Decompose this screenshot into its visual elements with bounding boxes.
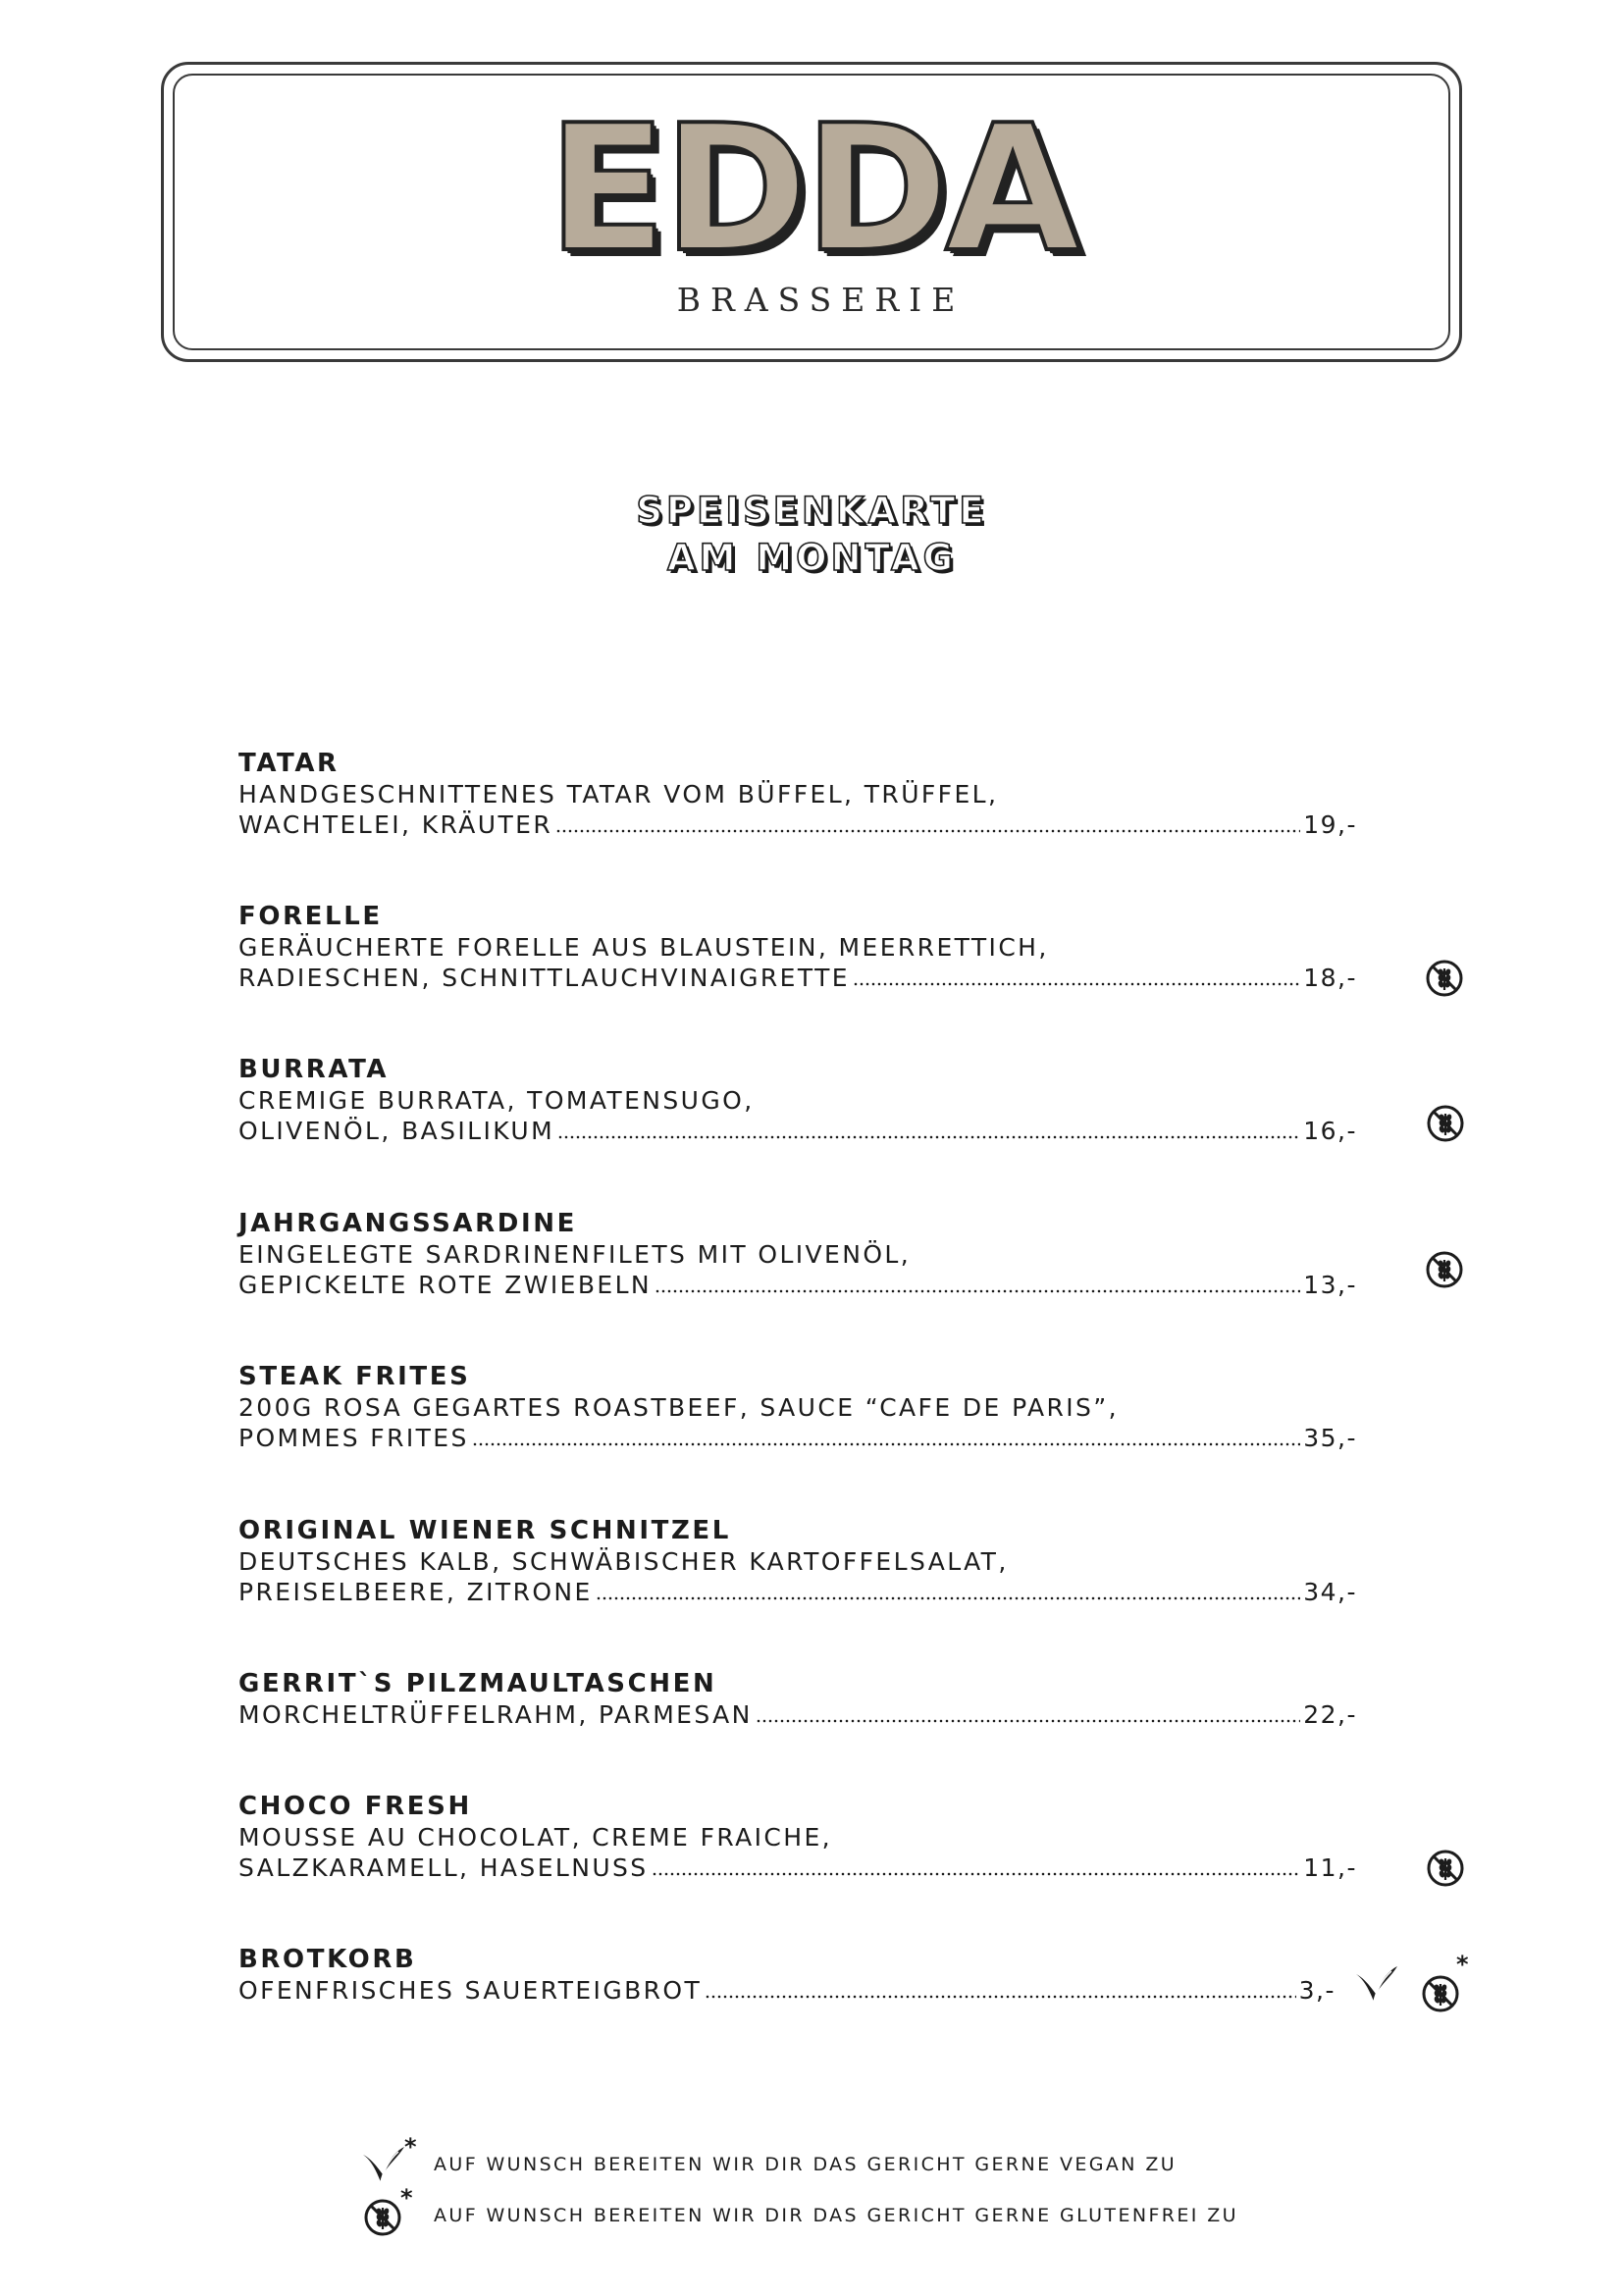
- legend-gluten-free-text: AUF WUNSCH BEREITEN WIR DIR DAS GERICHT GERNE GLUTENFREI ZU: [434, 2205, 1238, 2226]
- item-description-price-line: [238, 1852, 1357, 1883]
- asterisk-mark: *: [1456, 1951, 1469, 1978]
- item-description: GEPICKELTE ROTE ZWIEBELN: [238, 1271, 653, 1299]
- item-name: CHOCO FRESH: [238, 1792, 472, 1821]
- gluten-free-icon: [1425, 1250, 1464, 1289]
- item-price: 18,-: [1303, 964, 1357, 992]
- dot-leader: [853, 982, 1300, 986]
- dot-leader: [756, 1719, 1301, 1723]
- menu-item-tatar: [238, 749, 1475, 840]
- item-price: 16,-: [1303, 1117, 1357, 1145]
- item-name: BURRATA: [238, 1055, 390, 1084]
- dot-leader: [655, 1289, 1300, 1293]
- vegan-leaf-icon: [359, 2143, 408, 2186]
- menu-item-choco-fresh: [238, 1792, 1475, 1883]
- dot-leader: [652, 1872, 1301, 1876]
- item-description: 200G ROSA GEGARTES ROASTBEEF, SAUCE “CAFE DE PARIS”,: [238, 1393, 1119, 1422]
- item-description: EINGELEGTE SARDRINENFILETS MIT OLIVENÖL,: [238, 1240, 912, 1269]
- gluten-free-icon: [363, 2198, 402, 2237]
- item-description-price-line: [238, 1116, 1357, 1146]
- item-description-price-line: [238, 1577, 1357, 1607]
- menu-item-burrata: [238, 1055, 1475, 1146]
- item-description-price-line: [238, 1699, 1357, 1730]
- menu-item-pilzmaultaschen: [238, 1669, 1475, 1730]
- menu-item-brotkorb: [238, 1945, 1475, 2006]
- item-description-price-line: [238, 1423, 1357, 1453]
- menu-title-line-2: AM MONTAG: [667, 537, 957, 579]
- dot-leader: [472, 1442, 1300, 1446]
- item-price: 11,-: [1303, 1853, 1357, 1882]
- item-price: 19,-: [1303, 810, 1357, 839]
- item-name: BROTKORB: [238, 1945, 417, 1974]
- item-description: GERÄUCHERTE FORELLE AUS BLAUSTEIN, MEERRETTICH,: [238, 933, 1049, 962]
- item-name: FORELLE: [238, 902, 383, 931]
- item-price: 35,-: [1303, 1424, 1357, 1452]
- item-name: TATAR: [238, 749, 340, 778]
- item-description-price-line: [238, 1975, 1336, 2006]
- dot-leader: [557, 1135, 1300, 1139]
- dot-leader: [555, 829, 1300, 833]
- item-price: 34,-: [1303, 1578, 1357, 1606]
- dot-leader: [705, 1995, 1295, 1999]
- menu-item-wiener-schnitzel: [238, 1516, 1475, 1607]
- item-name: GERRIT`S PILZMAULTASCHEN: [238, 1669, 717, 1698]
- item-description: CREMIGE BURRATA, TOMATENSUGO,: [238, 1086, 755, 1115]
- gluten-free-icon: [1426, 1104, 1465, 1143]
- item-price: 22,-: [1303, 1700, 1357, 1729]
- item-description: MOUSSE AU CHOCOLAT, CREME FRAICHE,: [238, 1823, 833, 1852]
- menu-title-line-1: SPEISENKARTE: [636, 490, 988, 532]
- logo-subtitle: BRASSERIE: [676, 281, 966, 319]
- item-description: SALZKARAMELL, HASELNUSS: [238, 1853, 649, 1882]
- asterisk-mark: *: [404, 2133, 417, 2161]
- gluten-free-icon: [1426, 1849, 1465, 1888]
- menu-item-steak-frites: [238, 1362, 1475, 1453]
- item-price: 3,-: [1298, 1976, 1336, 2005]
- menu-item-jahrgangssardine: [238, 1209, 1475, 1300]
- item-description: WACHTELEI, KRÄUTER: [238, 810, 553, 839]
- item-description: POMMES FRITES: [238, 1424, 469, 1452]
- vegan-leaf-icon: [1352, 1962, 1401, 2006]
- item-description: RADIESCHEN, SCHNITTLAUCHVINAIGRETTE: [238, 964, 850, 992]
- gluten-free-icon: [1425, 959, 1464, 998]
- menu-item-forelle: [238, 902, 1475, 993]
- item-description: MORCHELTRÜFFELRAHM, PARMESAN: [238, 1700, 753, 1729]
- logo-wordmark: EDDA: [548, 87, 1076, 290]
- item-description: OFENFRISCHES SAUERTEIGBROT: [238, 1976, 703, 2005]
- item-name: STEAK FRITES: [238, 1362, 471, 1391]
- item-description-price-line: [238, 1270, 1357, 1300]
- item-description-price-line: [238, 963, 1357, 993]
- asterisk-mark: *: [400, 2184, 413, 2212]
- item-price: 13,-: [1303, 1271, 1357, 1299]
- legend-vegan-text: AUF WUNSCH BEREITEN WIR DIR DAS GERICHT GERNE VEGAN ZU: [434, 2154, 1178, 2175]
- item-description: PREISELBEERE, ZITRONE: [238, 1578, 593, 1606]
- item-description: HANDGESCHNITTENES TATAR VOM BÜFFEL, TRÜFFEL,: [238, 780, 999, 809]
- item-description: OLIVENÖL, BASILIKUM: [238, 1117, 555, 1145]
- item-name: JAHRGANGSSARDINE: [238, 1209, 577, 1238]
- item-description: DEUTSCHES KALB, SCHWÄBISCHER KARTOFFELSALAT,: [238, 1547, 1009, 1576]
- gluten-free-icon: [1421, 1974, 1460, 2013]
- dot-leader: [596, 1596, 1300, 1600]
- item-description-price-line: [238, 809, 1357, 840]
- item-name: ORIGINAL WIENER SCHNITZEL: [238, 1516, 731, 1545]
